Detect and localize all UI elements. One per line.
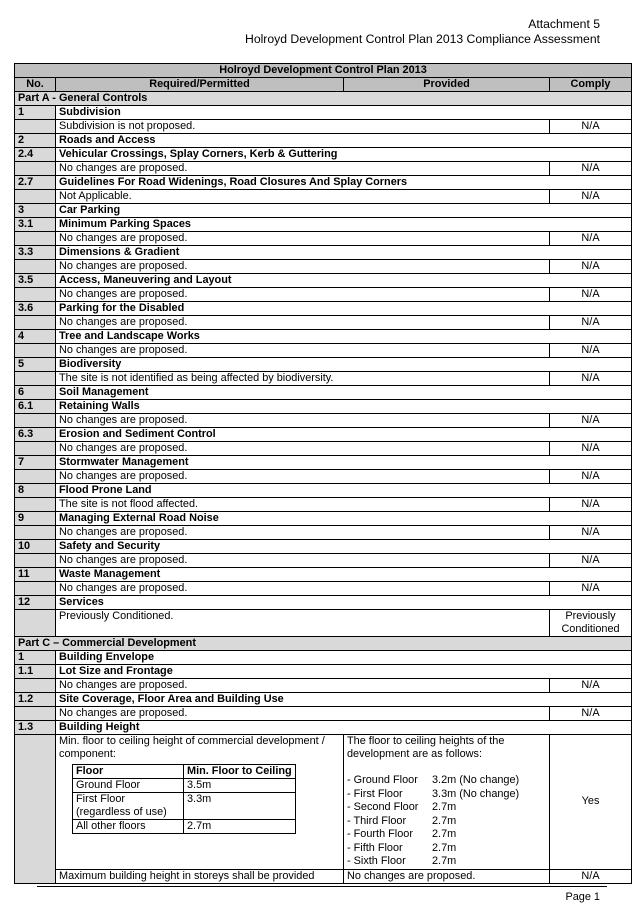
footer-divider xyxy=(37,886,607,887)
section-heading: Parking for the Disabled xyxy=(56,302,632,316)
table-row xyxy=(15,372,632,386)
section-heading-row xyxy=(15,148,632,162)
comply-cell: N/A xyxy=(550,190,632,204)
column-header-row xyxy=(15,78,632,92)
section-heading-row xyxy=(15,176,632,190)
section-heading: Site Coverage, Floor Area and Building Use xyxy=(56,693,632,707)
section-heading: Erosion and Sediment Control xyxy=(56,428,632,442)
min-height-row xyxy=(73,820,296,834)
section-number: 3.3 xyxy=(15,246,56,260)
section-heading-row xyxy=(15,134,632,148)
section-heading-row xyxy=(15,693,632,707)
comply-cell: N/A xyxy=(550,679,632,693)
part-a-heading: Part A - General Controls xyxy=(15,92,632,106)
comply-cell: Yes xyxy=(550,735,632,870)
section-heading: Soil Management xyxy=(56,386,632,400)
floor-label: - Ground Floor xyxy=(347,774,418,786)
floor-name: Ground Floor xyxy=(73,779,184,793)
section-heading-row xyxy=(15,651,632,665)
number-cell xyxy=(15,735,56,884)
table-row xyxy=(15,232,632,246)
part-a-row xyxy=(15,92,632,106)
column-header-no: No. xyxy=(15,78,56,92)
floor-label: - Second Floor xyxy=(347,801,419,813)
number-cell xyxy=(15,372,56,386)
section-number: 2.4 xyxy=(15,148,56,162)
comply-cell: N/A xyxy=(550,316,632,330)
section-heading-row xyxy=(15,274,632,288)
required-cell xyxy=(56,735,344,870)
comply-cell: N/A xyxy=(550,162,632,176)
min-height-row xyxy=(73,779,296,793)
number-cell xyxy=(15,414,56,428)
building-height-row xyxy=(15,735,632,870)
provided-cell: The site is not flood affected. xyxy=(56,498,550,512)
list-item xyxy=(347,801,546,815)
list-item xyxy=(347,855,546,869)
table-title-row xyxy=(15,64,632,78)
section-heading: Stormwater Management xyxy=(56,456,632,470)
number-cell xyxy=(15,610,56,637)
section-heading-row xyxy=(15,721,632,735)
comply-cell: N/A xyxy=(550,554,632,568)
floor-min-height: 3.3m xyxy=(184,793,296,820)
part-c-row xyxy=(15,637,632,651)
min-height-header-floor: Floor xyxy=(73,765,184,779)
table-row xyxy=(15,869,632,883)
required-intro: Min. floor to ceiling height of commercial development / component: xyxy=(59,735,325,760)
table-row xyxy=(15,610,632,637)
provided-cell: Not Applicable. xyxy=(56,190,550,204)
section-heading: Building Envelope xyxy=(56,651,632,665)
section-heading: Car Parking xyxy=(56,204,632,218)
section-heading: Subdivision xyxy=(56,106,632,120)
section-heading: Dimensions & Gradient xyxy=(56,246,632,260)
floor-value: 2.7m xyxy=(432,841,457,854)
table-row xyxy=(15,442,632,456)
section-heading: Flood Prone Land xyxy=(56,484,632,498)
table-row xyxy=(15,498,632,512)
comply-cell: N/A xyxy=(550,869,632,883)
number-cell xyxy=(15,526,56,540)
page-number: Page 1 xyxy=(565,891,600,903)
list-item xyxy=(347,842,546,856)
floor-value: 2.7m xyxy=(432,828,457,840)
provided-cell: No changes are proposed. xyxy=(56,582,550,596)
number-cell xyxy=(15,288,56,302)
section-heading-row xyxy=(15,484,632,498)
table-row xyxy=(15,582,632,596)
provided-cell: No changes are proposed. xyxy=(56,288,550,302)
section-number: 1 xyxy=(15,106,56,120)
list-item xyxy=(347,788,546,802)
section-number: 4 xyxy=(15,330,56,344)
floor-min-height: 2.7m xyxy=(184,820,296,834)
number-cell xyxy=(15,498,56,512)
section-heading-row xyxy=(15,456,632,470)
column-header-required: Required/Permitted xyxy=(56,78,344,92)
comply-cell: N/A xyxy=(550,526,632,540)
provided-cell: No changes are proposed. xyxy=(56,679,550,693)
comply-cell: Previously Conditioned xyxy=(550,610,632,637)
table-row xyxy=(15,260,632,274)
section-heading: Waste Management xyxy=(56,568,632,582)
provided-cell: No changes are proposed. xyxy=(56,344,550,358)
provided-cell: Subdivision is not proposed. xyxy=(56,120,550,134)
table-row xyxy=(15,414,632,428)
required-cell: Maximum building height in storeys shall be provided xyxy=(56,869,344,883)
attachment-label: Attachment 5 xyxy=(528,17,600,31)
table-row xyxy=(15,120,632,134)
section-heading: Retaining Walls xyxy=(56,400,632,414)
table-row xyxy=(15,162,632,176)
section-number: 7 xyxy=(15,456,56,470)
min-height-header-row xyxy=(73,765,296,779)
section-heading-row xyxy=(15,204,632,218)
section-heading: Biodiversity xyxy=(56,358,632,372)
provided-cell: No changes are proposed. xyxy=(56,554,550,568)
document-header xyxy=(245,17,600,47)
provided-cell: No changes are proposed. xyxy=(56,707,550,721)
section-heading-row xyxy=(15,665,632,679)
number-cell xyxy=(15,190,56,204)
table-row xyxy=(15,470,632,484)
floor-name: First Floor (regardless of use) xyxy=(73,793,184,820)
section-heading: Vehicular Crossings, Splay Corners, Kerb & Guttering xyxy=(56,148,632,162)
number-cell xyxy=(15,554,56,568)
floor-name: All other floors xyxy=(73,820,184,834)
comply-cell: N/A xyxy=(550,707,632,721)
floor-value: 3.3m (No change) xyxy=(432,787,520,800)
table-row xyxy=(15,288,632,302)
table-row xyxy=(15,316,632,330)
provided-cell: No changes are proposed. xyxy=(56,316,550,330)
section-number: 3.6 xyxy=(15,302,56,316)
floor-value: 2.7m xyxy=(432,855,457,867)
section-heading: Roads and Access xyxy=(56,134,632,148)
section-heading: Tree and Landscape Works xyxy=(56,330,632,344)
section-number: 6 xyxy=(15,386,56,400)
section-number: 5 xyxy=(15,358,56,372)
table-title: Holroyd Development Control Plan 2013 xyxy=(15,64,632,78)
number-cell xyxy=(15,120,56,134)
document-title: Holroyd Development Control Plan 2013 Compliance Assessment xyxy=(245,32,600,46)
column-header-comply: Comply xyxy=(550,78,632,92)
section-number: 1 xyxy=(15,651,56,665)
section-heading-row xyxy=(15,218,632,232)
provided-cell: No changes are proposed. xyxy=(56,442,550,456)
floor-label: - Fifth Floor xyxy=(347,841,403,854)
comply-cell: N/A xyxy=(550,232,632,246)
section-heading: Access, Maneuvering and Layout xyxy=(56,274,632,288)
number-cell xyxy=(15,442,56,456)
table-row xyxy=(15,526,632,540)
comply-cell: N/A xyxy=(550,344,632,358)
section-heading-row xyxy=(15,246,632,260)
list-item xyxy=(347,815,546,829)
provided-cell: Previously Conditioned. xyxy=(56,610,550,637)
number-cell xyxy=(15,260,56,274)
number-cell xyxy=(15,470,56,484)
comply-cell: N/A xyxy=(550,498,632,512)
min-height-table xyxy=(72,764,296,834)
section-number: 10 xyxy=(15,540,56,554)
section-heading: Guidelines For Road Widenings, Road Closures And Splay Corners xyxy=(56,176,632,190)
section-heading-row xyxy=(15,540,632,554)
number-cell xyxy=(15,707,56,721)
number-cell xyxy=(15,582,56,596)
section-heading: Managing External Road Noise xyxy=(56,512,632,526)
section-number: 9 xyxy=(15,512,56,526)
section-number: 11 xyxy=(15,568,56,582)
section-heading-row xyxy=(15,400,632,414)
provided-cell: No changes are proposed. xyxy=(56,260,550,274)
table-row xyxy=(15,707,632,721)
floor-label: - Third Floor xyxy=(347,814,407,827)
section-number: 1.1 xyxy=(15,665,56,679)
section-heading-row xyxy=(15,106,632,120)
section-number: 12 xyxy=(15,596,56,610)
floor-min-height: 3.5m xyxy=(184,779,296,793)
min-height-header-value: Min. Floor to Ceiling xyxy=(184,765,296,779)
comply-cell: N/A xyxy=(550,582,632,596)
section-heading: Lot Size and Frontage xyxy=(56,665,632,679)
list-item xyxy=(347,828,546,842)
section-heading-row xyxy=(15,428,632,442)
number-cell xyxy=(15,344,56,358)
table-row xyxy=(15,190,632,204)
comply-cell: N/A xyxy=(550,120,632,134)
section-number: 2 xyxy=(15,134,56,148)
table-row xyxy=(15,554,632,568)
section-number: 3.5 xyxy=(15,274,56,288)
comply-cell: N/A xyxy=(550,288,632,302)
section-heading: Safety and Security xyxy=(56,540,632,554)
floor-value: 3.2m (No change) xyxy=(432,774,520,786)
section-number: 1.2 xyxy=(15,693,56,707)
provided-cell: No changes are proposed. xyxy=(344,869,550,883)
section-number: 1.3 xyxy=(15,721,56,735)
provided-cell xyxy=(344,735,550,870)
table-row xyxy=(15,344,632,358)
floor-label: - First Floor xyxy=(347,787,403,800)
comply-cell: N/A xyxy=(550,260,632,274)
list-item xyxy=(347,774,546,788)
section-number: 6.3 xyxy=(15,428,56,442)
provided-cell: The site is not identified as being affected by biodiversity. xyxy=(56,372,550,386)
section-heading-row xyxy=(15,330,632,344)
number-cell xyxy=(15,162,56,176)
number-cell xyxy=(15,232,56,246)
provided-intro: The floor to ceiling heights of the development are as follows: xyxy=(347,735,505,760)
floor-value: 2.7m xyxy=(432,801,457,813)
section-heading: Minimum Parking Spaces xyxy=(56,218,632,232)
floor-label: - Sixth Floor xyxy=(347,855,406,867)
part-c-heading: Part C – Commercial Development xyxy=(15,637,632,651)
comply-cell: N/A xyxy=(550,442,632,456)
compliance-table xyxy=(14,63,632,884)
section-heading: Services xyxy=(56,596,632,610)
section-heading-row xyxy=(15,358,632,372)
section-heading-row xyxy=(15,386,632,400)
section-number: 6.1 xyxy=(15,400,56,414)
floor-label: - Fourth Floor xyxy=(347,828,413,840)
provided-cell: No changes are proposed. xyxy=(56,232,550,246)
section-heading-row xyxy=(15,596,632,610)
number-cell xyxy=(15,679,56,693)
number-cell xyxy=(15,316,56,330)
comply-cell: N/A xyxy=(550,372,632,386)
provided-cell: No changes are proposed. xyxy=(56,526,550,540)
section-number: 8 xyxy=(15,484,56,498)
table-row xyxy=(15,679,632,693)
provided-cell: No changes are proposed. xyxy=(56,414,550,428)
comply-cell: N/A xyxy=(550,470,632,484)
section-heading-row xyxy=(15,512,632,526)
provided-cell: No changes are proposed. xyxy=(56,470,550,484)
section-heading-row xyxy=(15,568,632,582)
section-number: 2.7 xyxy=(15,176,56,190)
column-header-provided: Provided xyxy=(344,78,550,92)
section-heading-row xyxy=(15,302,632,316)
section-heading: Building Height xyxy=(56,721,632,735)
floor-value: 2.7m xyxy=(432,814,457,827)
comply-cell: N/A xyxy=(550,414,632,428)
provided-cell: No changes are proposed. xyxy=(56,162,550,176)
section-number: 3.1 xyxy=(15,218,56,232)
floor-height-list xyxy=(347,774,546,869)
min-height-row xyxy=(73,793,296,820)
section-number: 3 xyxy=(15,204,56,218)
